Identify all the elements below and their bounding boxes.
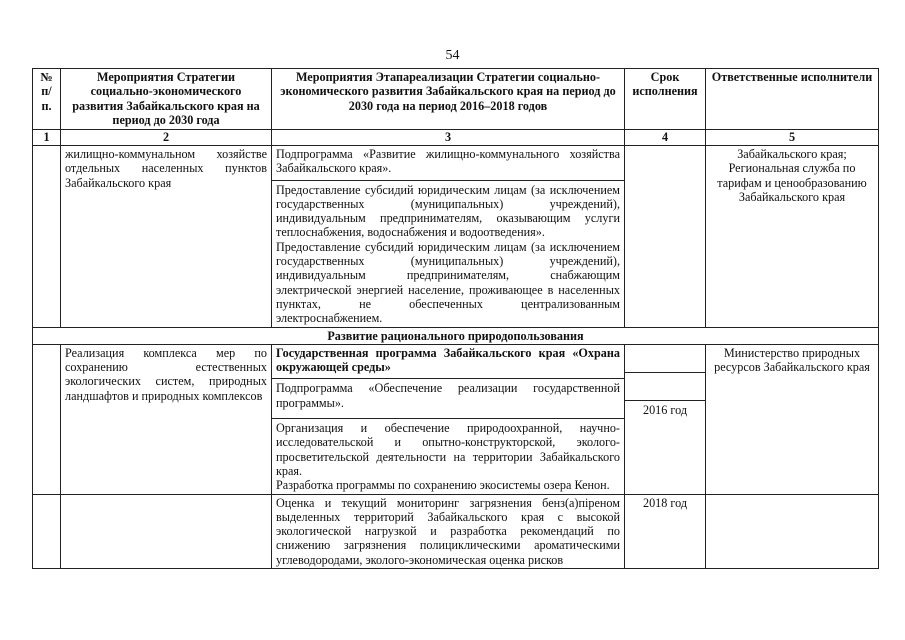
column-number: 1 (33, 130, 61, 146)
stage-measure-cell: Оценка и текущий мониторинг загрязнения бенз(а)піреном выделенных территорий Забайкальского края с высокой экологической нагрузкой и разработка рекомендаций по снижению загрязнения полициклическими ароматическими углеводородами, эколого-экономическая оценка рисков (272, 494, 625, 568)
strategy-table (32, 68, 879, 569)
column-number: 4 (625, 130, 706, 146)
deadline-cell (625, 146, 706, 328)
row-number-cell (33, 344, 61, 494)
responsible-cell: Забайкальского края; Региональная служба по тарифам и ценообразованию Забайкальского края (706, 146, 879, 328)
section-row (33, 327, 879, 344)
table-row (33, 146, 879, 328)
subprogram-text: Подпрограмма «Развитие жилищно-коммунального хозяйства Забайкальского края». (276, 147, 620, 176)
deadline-cell (625, 344, 706, 494)
column-number-row (33, 130, 879, 146)
strategy-measure-cell (61, 494, 272, 568)
page-number: 54 (445, 48, 460, 63)
table-row (33, 494, 879, 568)
header-num: № п/п. (33, 69, 61, 130)
measure-text: Предоставление субсидий юридическим лицам (за исключением государственных (муниципальных) учреждений), индивидуальным предпринимателям, оказывающим услуги теплоснабжения, водоснабжения и водоотведения». (276, 182, 620, 240)
column-number: 3 (272, 130, 625, 146)
column-number: 2 (61, 130, 272, 146)
header-row (33, 69, 879, 130)
deadline-cell: 2018 год (625, 494, 706, 568)
column-number: 5 (706, 130, 879, 146)
row-number-cell (33, 146, 61, 328)
header-strategy: Мероприятия Стратегии социально-экономического развития Забайкальского края на период до 2030 года (61, 69, 272, 130)
strategy-measure-cell: жилищно-коммунальном хозяйстве отдельных населенных пунктов Забайкальского края (61, 146, 272, 328)
header-deadline: Срок исполнения (625, 69, 706, 130)
deadline-text: 2016 год (625, 400, 705, 417)
section-title: Развитие рационального природопользования (33, 327, 879, 344)
responsible-cell: Министерство природных ресурсов Забайкальского края (706, 344, 879, 494)
measure-text: Предоставление субсидий юридическим лицам (за исключением государственных (муниципальных) учреждений), индивидуальным предпринимателям, снабжающим электрической энергией население, проживающее в населенных пунктах, не обеспеченных централизованным электроснабжением. (276, 239, 620, 326)
strategy-measure-cell: Реализация комплекса мер по сохранению естественных экологических систем, природных ландшафтов и природных комплексов (61, 344, 272, 494)
responsible-cell (706, 494, 879, 568)
table-row (33, 344, 879, 494)
measure-text: Организация и обеспечение природоохранной, научно-исследовательской и опытно-конструкторской, эколого-просветительской деятельности на территории Забайкальского края. (276, 421, 620, 478)
stage-measure-cell (272, 146, 625, 328)
header-stage: Мероприятия Этапареализации Стратегии социально-экономического развития Забайкальского края на период до 2030 года на период 2016–2018 годов (272, 69, 625, 130)
stage-measure-cell (272, 344, 625, 494)
header-responsible: Ответственные исполнители (706, 69, 879, 130)
program-title: Государственная программа Забайкальского края «Охрана окружающей среды» (276, 345, 620, 375)
measure-text: Разработка программы по сохранению экосистемы озера Кенон. (276, 478, 610, 493)
subprogram-text: Подпрограмма «Обеспечение реализации государственной программы». (276, 381, 620, 410)
row-number-cell (33, 494, 61, 568)
